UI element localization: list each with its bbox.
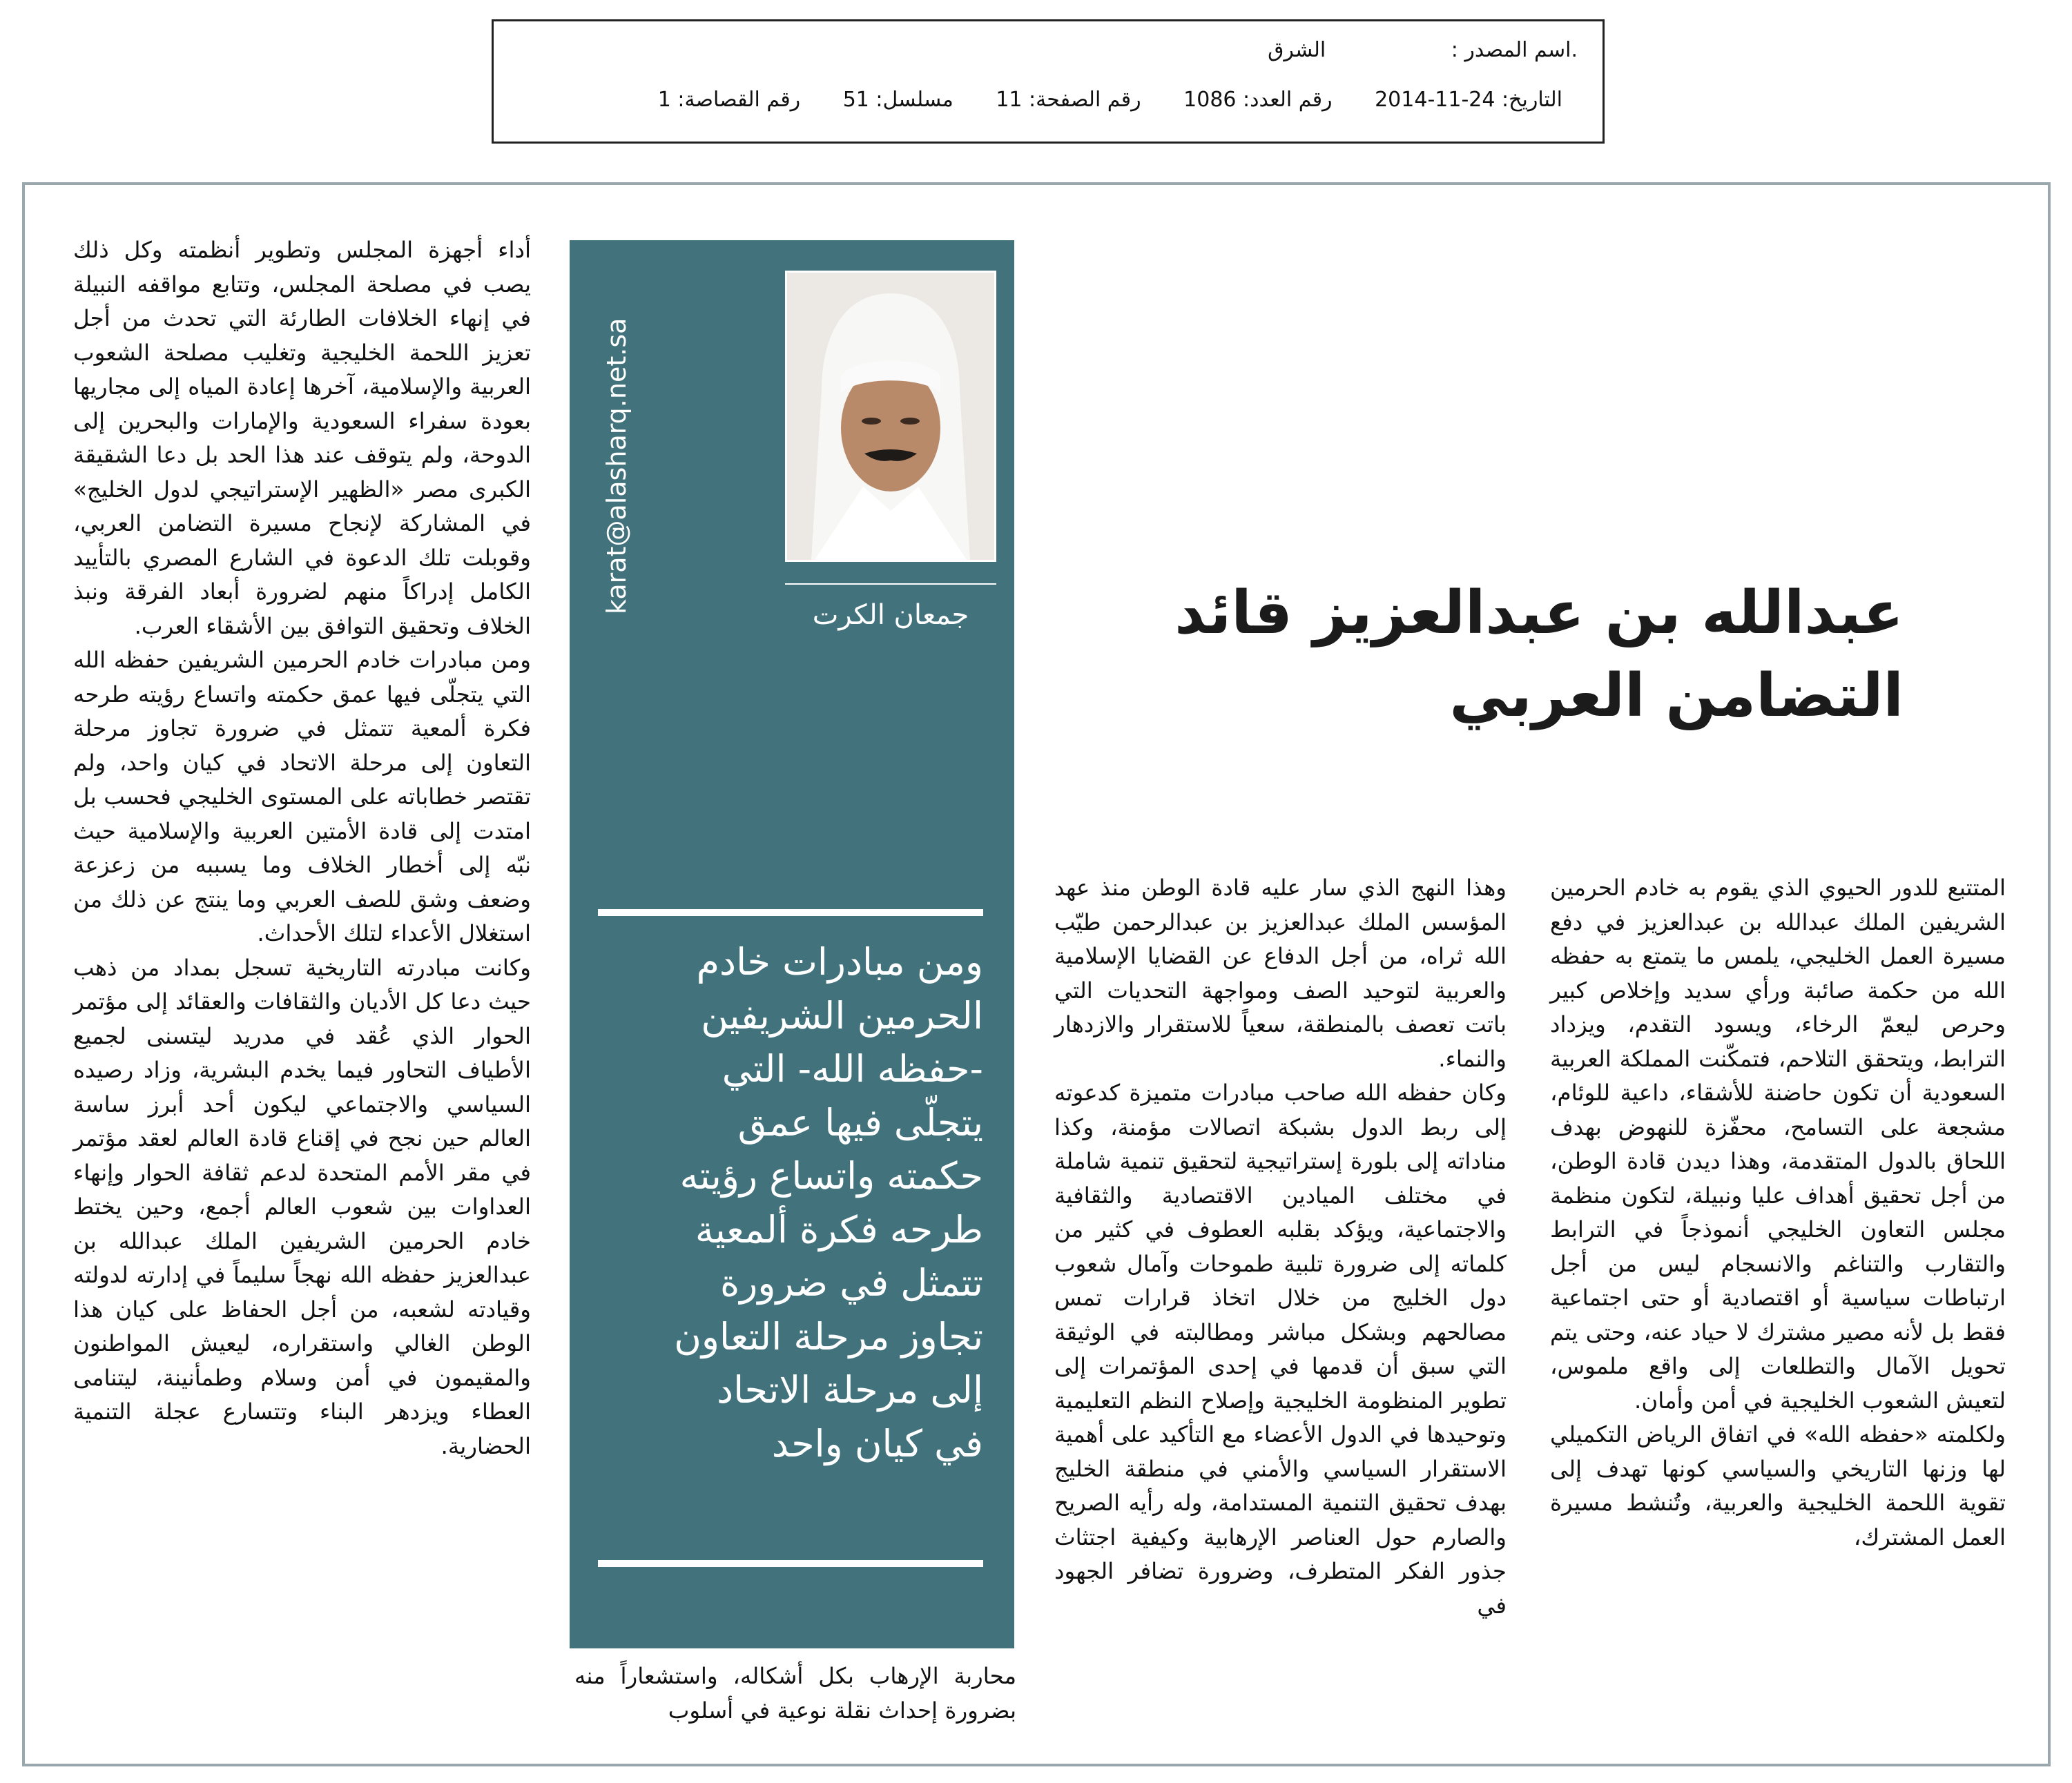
author-photo [785,271,996,562]
quote-line: يتجلّى فيها عمق [737,1100,983,1144]
paragraph: ولكلمته «حفظه الله» في اتفاق الرياض التكميلي لها وزنها التاريخي والسياسي كونها تهدف إلى تقوية اللحمة الخليجية والعربية، وتُنشط مسيرة العمل المشترك، [1550,1421,2006,1550]
clip-field: رقم القصاصة: 1 [657,88,801,112]
headline-line-1: عبدالله بن عبدالعزيز قائد [1174,578,1904,647]
quote-line: تجاوز مرحلة التعاون [674,1314,983,1358]
article-continuation: محاربة الإرهاب بكل أشكاله، واستشعاراً منه بضرورة إحداث نقلة نوعية في أسلوب [574,1663,1016,1724]
quote-bottom-rule [598,1560,983,1567]
quote-line: ومن مبادرات خادم [696,940,983,984]
author-name: جمعان الكرت [812,599,969,631]
author-email [585,290,648,621]
paragraph: وكان حفظه الله صاحب مبادرات متميزة كدعوته إلى ربط الدول بشبكة اتصالات مؤمنة، وكذا مناداته إلى بلورة إستراتيجية لتحقيق تنمية شاملة في مختلف الميادين الاقتصادية والثقافية والاجتماعية، ويؤكد بقلبه العطوف في كثير من كلماته إلى ضرورة تلبية طموحات وآمال شعوب دول الخليج من خلال اتخاذ قرارات تمس مصالحهم وبشكل مباشر ومطالبته في الوثيقة التي سبق أن قدمها في إحدى المؤتمرات إلى تطوير المنظومة الخليجية وإصلاح النظم التعليمية وتوحيدها في الدول الأعضاء مع التأكيد على أهمية الاستقرار السياسي والأمني في منطقة الخليج بهدف تحقيق التنمية المستدامة، وله رأيه الصريح والصارم حول العناصر الإرهابية وكيفية اجتثاث جذور الفكر المتطرف، وضرورة تضافر الجهود في [1054,1080,1507,1619]
page-field: رقم الصفحة: 11 [996,88,1141,112]
quote-line: حكمته واتساع رؤيته [679,1154,983,1198]
quote-line: -حفظه الله- التي [722,1047,983,1091]
source-row [519,38,1578,72]
clipping-info-box [492,19,1605,144]
quote-line: تتمثل في ضرورة [720,1261,983,1305]
paragraph: المتتبع للدور الحيوي الذي يقوم به خادم الحرمين الشريفين الملك عبدالله بن عبدالعزيز في دفع مسيرة العمل الخليجي، يلمس ما يتمتع به حفظه الله من حكمة صائبة ورأي سديد وإخلاص كبير وحرص ليعمّ الرخاء، ويسود التقدم، ويزداد الترابط، ويتحقق التلاحم، فتمكّنت المملكة العربية السعودية أن تكون حاضنة للأشقاء، داعية للوئام، مشجعة على التسامح، محفّزة للنهوض بهدف اللحاق بالدول المتقدمة، وهذا ديدن قادة الوطن، من أجل تحقيق أهداف عليا ونبيلة، لتكون منظمة مجلس التعاون الخليجي أنموذجاً في الترابط والتقارب والتناغم والانسجام ليس من أجل ارتباطات سياسية أو اقتصادية أو حتى اجتماعية فقط بل لأنه مصير مشترك لا حياد عنه، وحتى يتم تحويل الآمال والتطلعات إلى واقع ملموس، لتعيش الشعوب الخليجية في أمن وأمان. [1550,875,2006,1414]
source-value: الشرق [1268,38,1326,62]
quote-line: الحرمين الشريفين [701,993,983,1037]
author-divider [785,583,996,585]
paragraph: وهذا النهج الذي سار عليه قادة الوطن منذ عهد المؤسس الملك عبدالعزيز بن عبدالرحمن طيّب الله ثراه، من أجل الدفاع عن القضايا الإسلامية والعربية لتوحيد الصف ومواجهة التحديات التي باتت تعصف بالمنطقة، سعياً للاستقرار والازدهار والنماء. [1054,875,1507,1072]
paragraph: ومن مبادرات خادم الحرمين الشريفين حفظه الله التي يتجلّى فيها عمق حكمته واتساع رؤيته طرحه فكرة ألمعية تتمثل في ضرورة تجاوز مرحلة التعاون إلى مرحلة الاتحاد في كيان واحد، ولم تقتصر خطاباته على المستوى الخليجي فحسب بل امتدت إلى قادة الأمتين العربية والإسلامية حيث نبّه إلى أخطار الخلاف وما يسببه من زعزعة وضعف وشق للصف العربي وما ينتج عن ذلك من استغلال الأعداء لتلك الأحداث. [73,647,531,946]
source-label: .اسم المصدر : [1451,38,1578,62]
article-headline [1006,572,1904,737]
date-field: التاريخ: 24-11-2014 [1375,88,1562,112]
quote-top-rule [598,909,983,916]
headline-line-2: التضامن العربي [1449,661,1904,730]
article-column-left [73,233,531,1463]
meta-row [519,88,1562,122]
author-email-text: karat@alasharq.net.sa [601,318,632,614]
article-column-middle [1054,871,1507,1623]
serial-field: مسلسل: 51 [842,88,953,112]
author-portrait-image [787,273,994,560]
pull-quote [598,935,983,1470]
paragraph: أداء أجهزة المجلس وتطوير أنظمته وكل ذلك يصب في مصلحة المجلس، وتتابع مواقفه النبيلة في إنهاء الخلافات الطارئة التي تحدث من أجل تعزيز اللحمة الخليجية وتغليب مصلحة الشعوب العربية والإسلامية، آخرها إعادة المياه إلى مجاريها بعودة سفراء السعودية والإمارات والبحرين إلى الدوحة، ولم يتوقف عند هذا الحد بل دعا الشقيقة الكبرى مصر «الظهير الإستراتيجي لدول الخليج» في المشاركة لإنجاح مسيرة التضامن العربي، وقوبلت تلك الدعوة في الشارع المصري بالتأييد الكامل إدراكاً منهم لضرورة أبعاد الفرقة ونبذ الخلاف وتحقيق التوافق بين الأشقاء العرب. [73,237,531,639]
issue-field: رقم العدد: 1086 [1183,88,1333,112]
quote-line: إلى مرحلة الاتحاد [717,1368,983,1412]
paragraph: وكانت مبادرته التاريخية تسجل بمداد من ذهب حيث دعا كل الأديان والثقافات والعقائد إلى مؤتمر الحوار الذي عُقد في مدريد ليتسنى لجميع الأطياف التحاور فيما يخدم البشرية، وزاد رصيده السياسي والاجتماعي ليكون أحد أبرز ساسة العالم حين نجح في إقناع قادة العالم لعقد مؤتمر في مقر الأمم المتحدة لدعم ثقافة الحوار وإنهاء العداوات بين شعوب العالم أجمع، وحين يختط خادم الحرمين الشريفين الملك عبدالله بن عبدالعزيز حفظه الله نهجاً سليماً في إدارته لدولته وقيادته لشعبه، من أجل الحفاظ على كيان هذا الوطن الغالي واستقراره، ليعيش المواطنون والمقيمون في أمن وسلام وطمأنينة، ليتنامى العطاء ويزدهر البناء وتتسارع عجلة التنمية الحضارية. [73,954,531,1459]
quote-line: طرحه فكرة ألمعية [695,1207,983,1251]
quote-line: في كيان واحد [771,1421,983,1465]
article-column-right [1550,871,2006,1555]
